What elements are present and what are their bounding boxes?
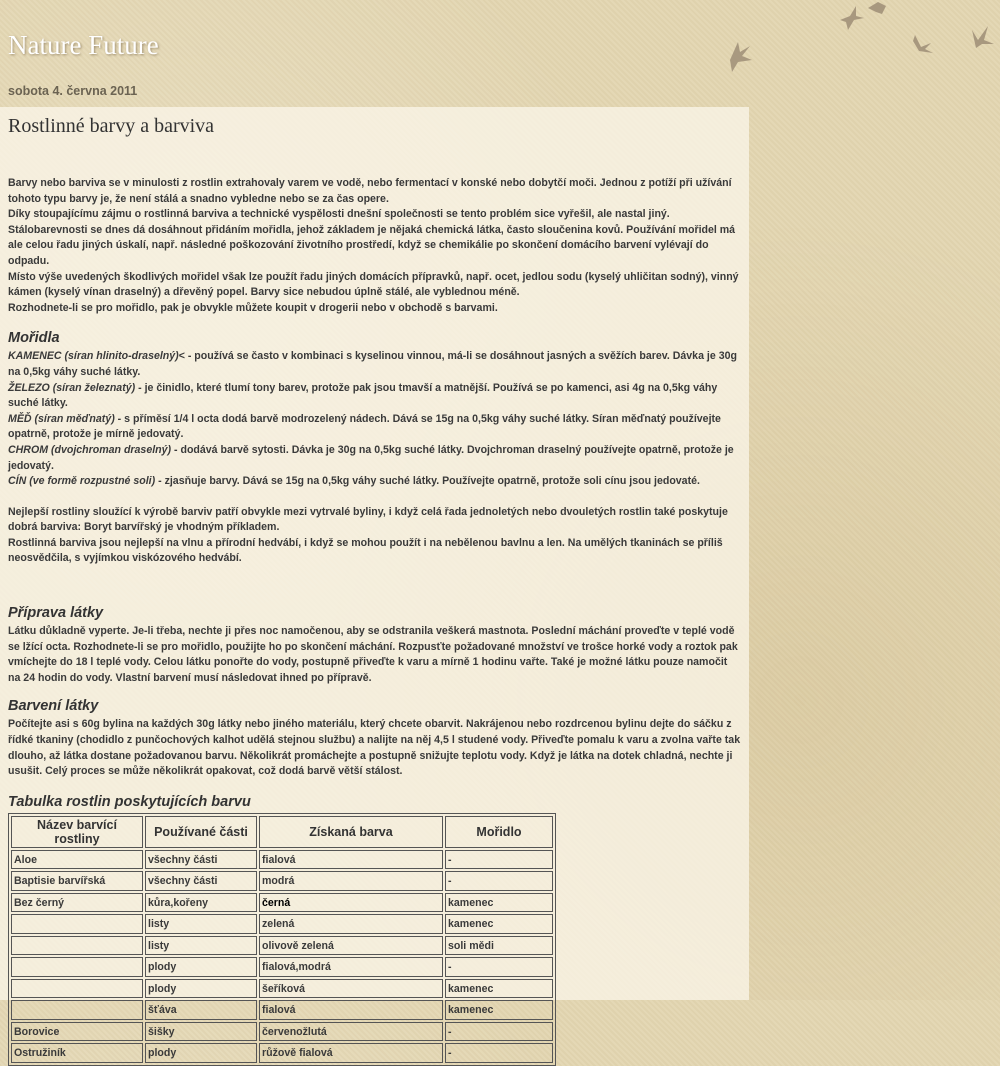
section-heading-priprava: Příprava látky xyxy=(8,605,104,622)
table-row xyxy=(11,1000,553,1020)
plants-paragraph: Rostlinná barviva jsou nejlepší na vlnu a přírodní hedvábí, i když se mohou použít i na nebělenou bavlnu a len. Na umělých tkaninách se příliš neosvědčila, s vyjímkou viskózového hedvábí. xyxy=(8,536,723,565)
section-heading-barveni: Barvení látky xyxy=(8,698,99,715)
column-header: Získaná barva xyxy=(259,816,443,848)
mordant-cell: - xyxy=(445,871,553,891)
table-row xyxy=(11,871,553,891)
plant-name-cell: Ostružiník xyxy=(11,1043,143,1063)
dye-color-cell: fialová,modrá xyxy=(259,957,443,977)
column-header: Používané části xyxy=(145,816,257,848)
dye-color-cell: fialová xyxy=(259,850,443,870)
mordant-cell: - xyxy=(445,957,553,977)
mordant-name: MĚĎ (síran měďnatý) xyxy=(8,412,115,425)
mordant-cell: - xyxy=(445,1043,553,1063)
mordant-name: CHROM (dvojchroman draselný) xyxy=(8,443,172,456)
column-header: Název barvící rostliny xyxy=(11,816,143,848)
mordant-description: - zjasňuje barvy. Dává se 15g na 0,5kg váhy suché látky. Používejte opatrně, protože soli cínu jsou jedovaté. xyxy=(155,475,700,488)
table-row xyxy=(11,1043,553,1063)
dye-color-cell: olivově zelená xyxy=(259,936,443,956)
table-row xyxy=(11,1022,553,1042)
mordant-name: ŽELEZO (síran železnatý) xyxy=(8,381,136,394)
plant-name-cell: Bez černý xyxy=(11,893,143,913)
plant-part-cell: kůra,kořeny xyxy=(145,893,257,913)
mordant-description: - s příměsí 1/4 l octa dodá barvě modrozelený nádech. Dává se 15g na 0,5kg váhy suché látky. Síran měďnatý používejte opatrně, protože je mírně jedovatý. xyxy=(8,412,721,441)
dye-color-cell: modrá xyxy=(259,871,443,891)
mordant-cell: soli mědi xyxy=(445,936,553,956)
dye-color-cell: černá xyxy=(259,893,443,913)
birds-icon xyxy=(700,0,1000,90)
section-heading-moridla: Mořidla xyxy=(8,330,60,347)
plant-part-cell: plody xyxy=(145,979,257,999)
plants-table xyxy=(8,813,556,1066)
mordant-cell: kamenec xyxy=(445,914,553,934)
flying-birds-decoration xyxy=(700,0,1000,90)
plant-name-cell xyxy=(11,936,143,956)
mordant-name: CÍN (ve formě rozpustné soli) xyxy=(8,475,156,488)
intro-paragraph: Rozhodnete-li se pro mořidlo, pak je obvykle můžete koupit v drogerii nebo v obchodě s barvami. xyxy=(8,301,498,314)
date-header: sobota 4. června 2011 xyxy=(8,84,138,98)
intro-paragraph: Místo výše uvedených škodlivých mořidel však lze použít řadu jiných domácích přípravků, např. ocet, jedlou sodu (kyselý uhličitan sodný), vinný kámen (kyselý vínan draselný) a dřevěný popel. Barvy sice nebudou úplně stálé, ale vyblednou méně. xyxy=(8,270,739,299)
column-header: Mořidlo xyxy=(445,816,553,848)
mordant-name: KAMENEC (síran hlinito-draselný) xyxy=(8,350,179,363)
table-row xyxy=(11,936,553,956)
plant-name-cell xyxy=(11,979,143,999)
post-title[interactable]: Rostlinné barvy a barviva xyxy=(8,115,215,137)
table-row xyxy=(11,850,553,870)
plant-part-cell: plody xyxy=(145,957,257,977)
barveni-paragraph: Počítejte asi s 60g bylina na každých 30g látky nebo jiného materiálu, který chcete obarvit. Nakrájenou nebo rozdrcenou bylinu dejte do sáčku z řídké tkaniny (chodidlo z punčochových kalhot udělá stejnou službu) a nalijte na něj 4,5 l studené vody. Přiveďte pomalu k varu a zvolna vařte tak dlouho, až látka dostane požadovanou barvu. Několikrát promáchejte a postupně snižujte teplotu vody. Když je látka na dotek chladná, nechte ji usušit. Celý proces se může několikrát opakovat, což dodá barvě větší stálost. xyxy=(8,718,741,778)
plant-name-cell: Aloe xyxy=(11,850,143,870)
mordant-cell: - xyxy=(445,1022,553,1042)
priprava-paragraph: Látku důkladně vyperte. Je-li třeba, nechte ji přes noc namočenou, aby se odstranila veškerá mastnota. Poslední máchání proveďte v teplé vodě se lžící octa. Rozhodnete-li se pro mořidlo, použijte ho po skončení máchání. Rozpusťte požadované množství ve trošce horké vody a roztok pak vmíchejte do 18 l teplé vody. Celou látku ponořte do vody, postupně přiveďte k varu a mírně 1 hodinu vařte. Také je možné látku pouze namočit na 24 hodin do vody. Vlastní barvení musí následovat ihned po přípravě. xyxy=(8,625,738,684)
table-row xyxy=(11,957,553,977)
mordant-cell: kamenec xyxy=(445,1000,553,1020)
plant-name-cell xyxy=(11,1000,143,1020)
dye-color-cell: fialová xyxy=(259,1000,443,1020)
mordant-item xyxy=(8,349,741,380)
plant-part-cell: plody xyxy=(145,1043,257,1063)
dye-color-cell: zelená xyxy=(259,914,443,934)
plant-part-cell: listy xyxy=(145,936,257,956)
dye-color-cell: růžově fialová xyxy=(259,1043,443,1063)
table-row xyxy=(11,914,553,934)
plant-part-cell: všechny části xyxy=(145,850,257,870)
plant-part-cell: všechny části xyxy=(145,871,257,891)
dye-color-cell: červenožlutá xyxy=(259,1022,443,1042)
blog-title[interactable]: Nature Future xyxy=(8,30,159,60)
table-row xyxy=(11,979,553,999)
mordant-description: - dodává barvě sytosti. Dávka je 30g na 0,5kg suché látky. Dvojchroman draselný používejte opatrně, protože je jedovatý. xyxy=(8,443,734,472)
plant-name-cell: Baptisie barvířská xyxy=(11,871,143,891)
table-row xyxy=(11,893,553,913)
table-header-row xyxy=(11,816,553,848)
mordant-cell: kamenec xyxy=(445,893,553,913)
mordant-description: - je činidlo, které tlumí tony barev, protože pak jsou tmavší a matnější. Používá se po kamenci, asi 4g na 0,5kg váhy suché látky. xyxy=(8,381,718,410)
plant-part-cell: listy xyxy=(145,914,257,934)
plant-name-cell xyxy=(11,957,143,977)
mordant-item xyxy=(8,443,741,474)
dye-color-cell: šeříková xyxy=(259,979,443,999)
plant-name-cell: Borovice xyxy=(11,1022,143,1042)
plants-paragraph: Nejlepší rostliny sloužící k výrobě barviv patří obvykle mezi vytrvalé byliny, i když celá řada jednoletých nebo dvouletých rostlin také poskytuje dobrá barviva: Boryt barvířský je vhodným příkladem. xyxy=(8,505,728,534)
plant-part-cell: šťáva xyxy=(145,1000,257,1020)
mordant-description: < - používá se často v kombinaci s kyselinou vinnou, má-li se dosáhnout jasných a svěžích barev. Dávka je 30g na 0,5kg váhy suché látky. xyxy=(8,350,737,378)
intro-paragraph: Barvy nebo barviva se v minulosti z rostlin extrahovaly varem ve vodě, nebo fermentací v konské nebo dobytčí moči. Jednou z potíží při užívání tohoto typu barvy je, že není stálá a snadno vybledne nebo se za čas opere. xyxy=(8,177,732,205)
section-heading-table: Tabulka rostlin poskytujících barvu xyxy=(8,793,251,810)
mordant-item xyxy=(8,381,741,412)
mordant-item xyxy=(8,412,741,443)
plant-name-cell xyxy=(11,914,143,934)
mordant-item xyxy=(8,474,741,490)
mordant-cell: - xyxy=(445,850,553,870)
intro-paragraph: Díky stoupajícímu zájmu o rostlinná barviva a technické vyspělosti dnešní společnosti se tento problém sice vyřešil, ale nastal jiný. Stálobarevnosti se dnes dá dosáhnout přidáním mořidla, jehož základem je nějaká chemická látka, často sloučenina kovů. Používání mořidel má ale celou řadu jiných úskalí, např. následné poškozování životního prostředí, když se chemikálie po skončení domácího barvení vylévají do odpadu. xyxy=(8,208,736,267)
blog-post xyxy=(0,107,749,1060)
mordant-cell: kamenec xyxy=(445,979,553,999)
plant-part-cell: šišky xyxy=(145,1022,257,1042)
